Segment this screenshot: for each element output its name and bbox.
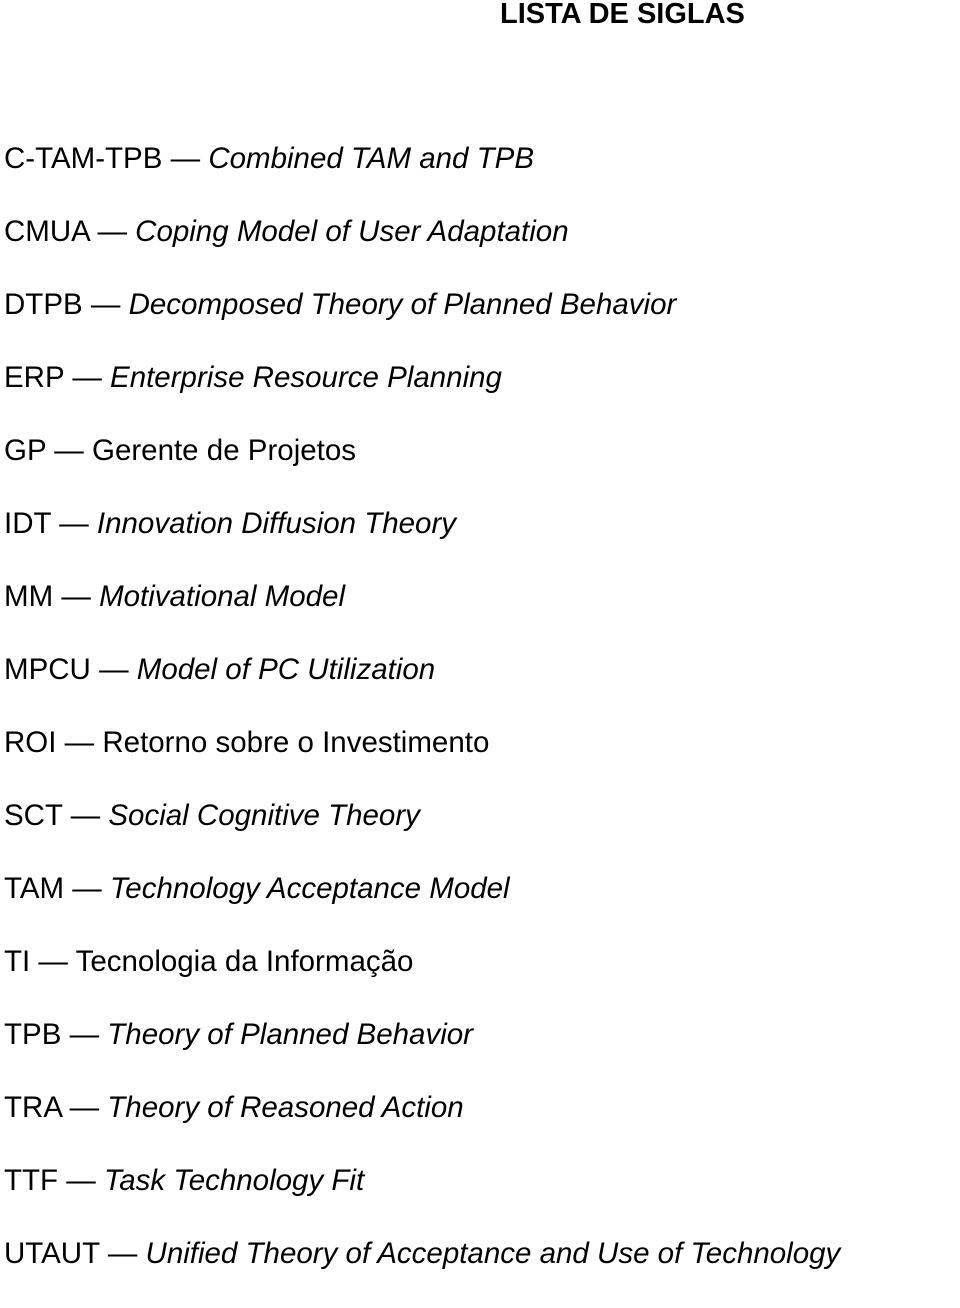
acronym-meaning: Retorno sobre o Investimento [102, 726, 490, 759]
list-item [4, 1235, 840, 1308]
acronym-meaning: Unified Theory of Acceptance and Use of Technology [145, 1237, 841, 1270]
acronym: IDT [4, 507, 51, 540]
separator-dash: — [66, 1164, 96, 1197]
list-item [4, 1016, 840, 1089]
separator-dash: — [90, 288, 121, 321]
acronym: UTAUT [4, 1237, 100, 1270]
acronym-meaning: Innovation Diffusion Theory [96, 507, 457, 540]
acronym: TRA [4, 1091, 62, 1124]
separator-dash: — [97, 215, 127, 248]
acronym-meaning: Social Cognitive Theory [108, 799, 420, 832]
separator-dash: — [170, 142, 201, 175]
acronym-meaning: Theory of Planned Behavior [107, 1018, 473, 1051]
acronym-meaning: Technology Acceptance Model [110, 872, 510, 905]
acronym-meaning: Coping Model of User Adaptation [135, 215, 569, 248]
separator-dash: — [38, 945, 68, 978]
separator-dash: — [72, 361, 102, 394]
list-item [4, 359, 840, 432]
separator-dash: — [54, 434, 84, 467]
list-item [4, 943, 840, 1016]
separator-dash: — [59, 507, 89, 540]
list-item [4, 213, 840, 286]
acronym-meaning: Decomposed Theory of Planned Behavior [128, 288, 677, 321]
acronym-meaning: Motivational Model [99, 580, 346, 613]
list-item [4, 432, 840, 505]
acronym: SCT [4, 799, 63, 832]
list-item [4, 140, 840, 213]
separator-dash: — [70, 799, 101, 832]
acronym: MPCU [4, 653, 91, 686]
acronym-list [4, 140, 840, 1308]
list-item [4, 286, 840, 359]
acronym: GP [4, 434, 47, 467]
acronym: TTF [4, 1164, 59, 1197]
acronym-meaning: Enterprise Resource Planning [110, 361, 502, 394]
list-item [4, 651, 840, 724]
acronym-meaning: Combined TAM and TPB [208, 142, 535, 175]
separator-dash: — [69, 1018, 100, 1051]
list-item [4, 870, 840, 943]
acronym: TI [4, 945, 31, 978]
list-item [4, 1089, 840, 1162]
acronym-meaning: Task Technology Fit [103, 1164, 365, 1197]
acronym-meaning: Model of PC Utilization [136, 653, 436, 686]
list-item [4, 1162, 840, 1235]
page-title: LISTA DE SIGLAS [500, 0, 745, 30]
list-item [4, 724, 840, 797]
separator-dash: — [107, 1237, 138, 1270]
acronym-meaning: Tecnologia da Informação [75, 945, 414, 978]
separator-dash: — [72, 872, 102, 905]
list-item [4, 797, 840, 870]
acronym: MM [4, 580, 54, 613]
separator-dash: — [61, 580, 91, 613]
acronym: ERP [4, 361, 65, 394]
acronym: TPB [4, 1018, 62, 1051]
acronym: C-TAM-TPB [4, 142, 163, 175]
list-item [4, 578, 840, 651]
separator-dash: — [64, 726, 95, 759]
acronym: ROI [4, 726, 57, 759]
separator-dash: — [69, 1091, 100, 1124]
list-item [4, 505, 840, 578]
acronym: CMUA [4, 215, 90, 248]
acronym-meaning: Theory of Reasoned Action [107, 1091, 464, 1124]
separator-dash: — [99, 653, 129, 686]
acronym: TAM [4, 872, 65, 905]
acronym: DTPB [4, 288, 83, 321]
acronym-meaning: Gerente de Projetos [92, 434, 357, 467]
